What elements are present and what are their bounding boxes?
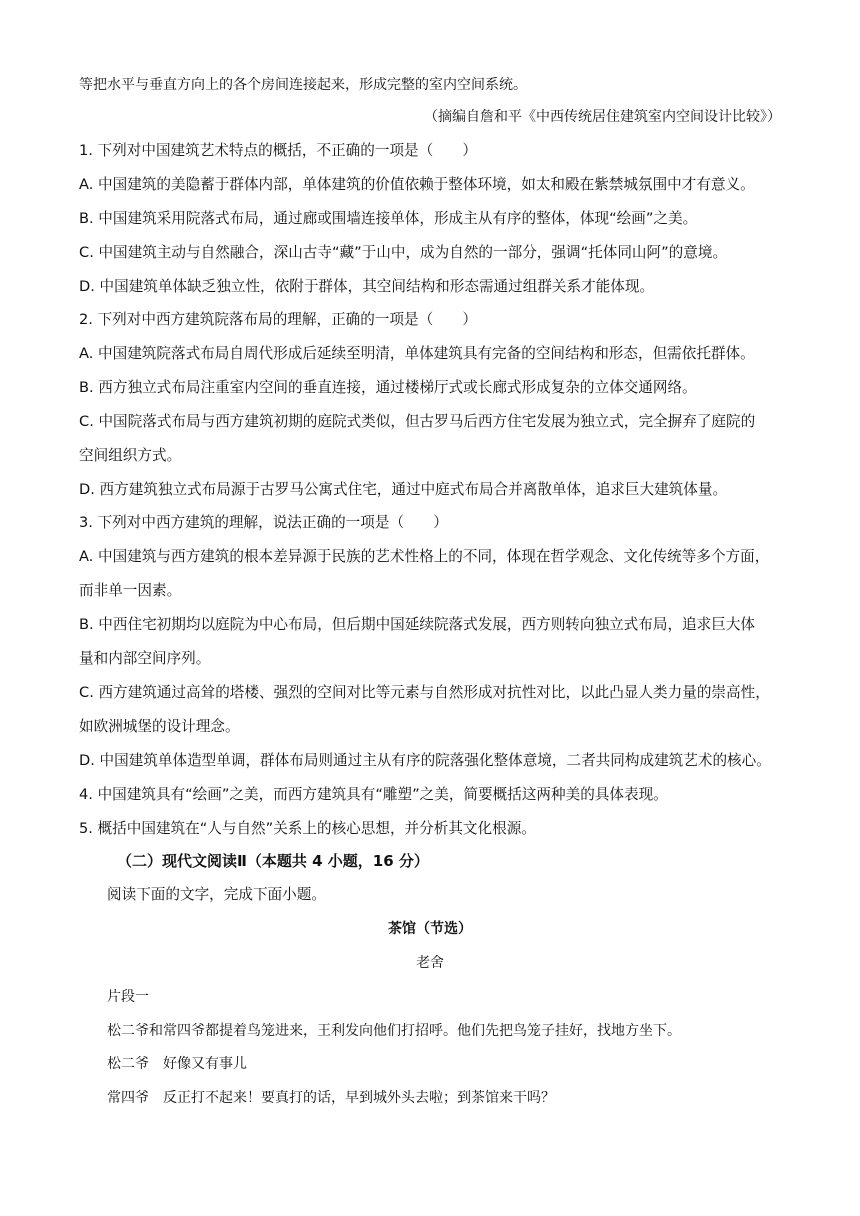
question-3-option-a: A. 中国建筑与西方建筑的根本差异源于民族的艺术性格上的不同，体现在哲学观念、文化传统等多个方面，	[79, 548, 770, 565]
question-3-option-b-cont: 量和内部空间序列。	[79, 650, 211, 667]
dialogue-line: 常四爷 反正打不起来！要真打的话，早到城外头去啦；到茶馆来干吗？	[107, 1090, 555, 1106]
fragment-label: 片段一	[107, 989, 149, 1005]
excerpt-author: 老舍	[416, 955, 444, 971]
question-3-option-a-cont: 而非单一因素。	[79, 582, 182, 599]
question-1-stem: 1. 下列对中国建筑艺术特点的概括，不正确的一项是（ ）	[79, 142, 478, 159]
section-heading: （二）现代文阅读Ⅱ（本题共 4 小题，16 分）	[117, 852, 429, 870]
stage-direction: 松二爷和常四爷都提着鸟笼进来，王利发向他们打招呼。他们先把鸟笼子挂好，找地方坐下。	[107, 1023, 681, 1039]
question-3-option-d: D. 中国建筑单体造型单调，群体布局则通过主从有序的院落强化整体意境，二者共同构成建筑艺术的核心。	[79, 752, 771, 769]
question-1-option-c: C. 中国建筑主动与自然融合，深山古寺“藏”于山中，成为自然的一部分，强调“托体同山阿”的意境。	[79, 244, 728, 261]
section-instruction: 阅读下面的文字，完成下面小题。	[107, 886, 326, 903]
question-2-stem: 2. 下列对中西方建筑院落布局的理解，正确的一项是（ ）	[79, 311, 478, 328]
question-2-option-c-cont: 空间组织方式。	[79, 447, 182, 464]
question-5: 5. 概括中国建筑在“人与自然”关系上的核心思想，并分析其文化根源。	[79, 820, 536, 837]
question-2-option-d: D. 西方建筑独立式布局源于古罗马公寓式住宅，通过中庭式布局合并离散单体，追求巨大建筑体量。	[79, 481, 728, 498]
question-3-option-c-cont: 如欧洲城堡的设计理念。	[79, 718, 240, 735]
dialogue-line: 松二爷 好像又有事儿	[107, 1056, 247, 1072]
question-2-option-b: B. 西方独立式布局注重室内空间的垂直连接，通过楼梯厅式或长廊式形成复杂的立体交通网络。	[79, 379, 697, 396]
passage-source: （摘编自詹和平《中西传统居住建筑室内空间设计比较》）	[424, 109, 781, 125]
excerpt-title: 茶馆（节选）	[388, 921, 472, 937]
question-2-option-a: A. 中国建筑院落式布局自周代形成后延续至明清，单体建筑具有完备的空间结构和形态，但需依托群体。	[79, 345, 755, 362]
question-4: 4. 中国建筑具有“绘画”之美，而西方建筑具有“雕塑”之美，简要概括这两种美的具体表现。	[79, 786, 668, 803]
question-3-option-b: B. 中西住宅初期均以庭院为中心布局，但后期中国延续院落式发展，西方则转向独立式布局，追求巨大体	[79, 616, 756, 633]
question-1-option-a: A. 中国建筑的美隐蓄于群体内部，单体建筑的价值依赖于整体环境，如太和殿在紫禁城氛围中才有意义。	[79, 176, 755, 193]
question-2-option-c: C. 中国院落式布局与西方建筑初期的庭院式类似，但古罗马后西方住宅发展为独立式，完全摒弃了庭院的	[79, 413, 756, 430]
passage-ending: 等把水平与垂直方向上的各个房间连接起来，形成完整的室内空间系统。	[79, 77, 527, 93]
question-1-option-d: D. 中国建筑单体缺乏独立性，依附于群体，其空间结构和形态需通过组群关系才能体现。	[79, 278, 655, 295]
question-3-stem: 3. 下列对中西方建筑的理解，说法正确的一项是（ ）	[79, 514, 448, 531]
question-1-option-b: B. 中国建筑采用院落式布局，通过廊或围墙连接单体，形成主从有序的整体，体现“绘画”之美。	[79, 210, 698, 227]
question-3-option-c: C. 西方建筑通过高耸的塔楼、强烈的空间对比等元素与自然形成对抗性对比，以此凸显人类力量的崇高性，	[79, 684, 770, 701]
